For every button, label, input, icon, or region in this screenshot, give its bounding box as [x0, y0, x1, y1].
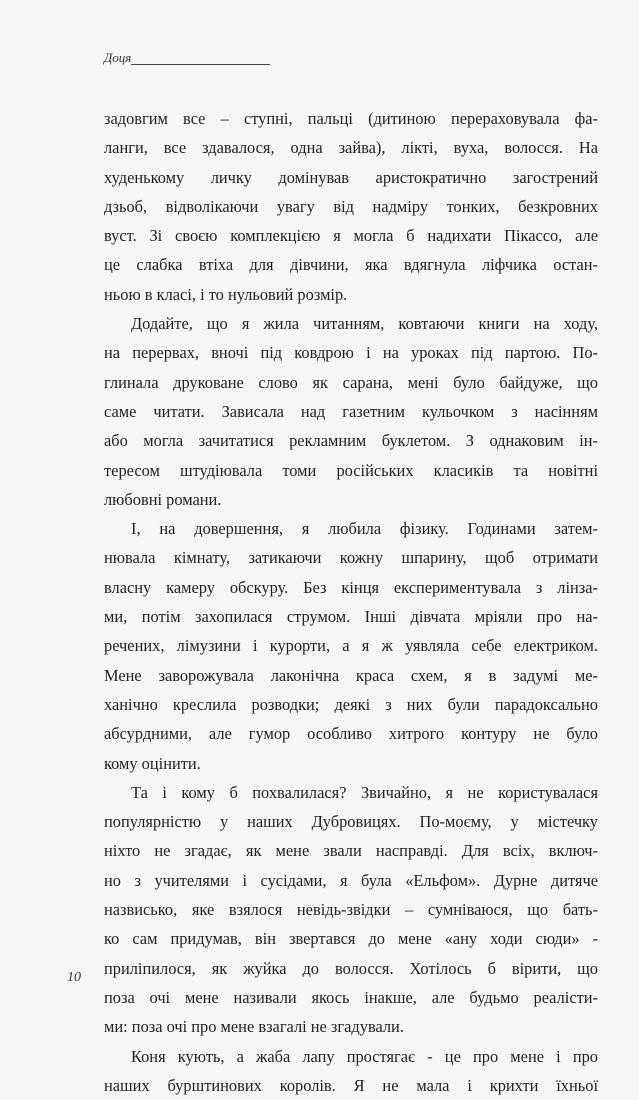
body-text: [104, 104, 598, 1100]
paragraph: [104, 514, 598, 778]
paragraph: [104, 1042, 598, 1100]
paragraph: [104, 778, 598, 1042]
text-line: або могла зачитатися рекламним буклетом. З однаковим ін-: [104, 426, 598, 455]
text-line: на перервах, вночі під ковдрою і на уроках під партою. По-: [104, 338, 598, 367]
running-head-title: Доця: [104, 50, 131, 66]
text-line: нювала кімнату, затикаючи кожну шпарину, щоб отримати: [104, 543, 598, 572]
text-line: наших бурштинових королів. Я не мала і крихти їхньої: [104, 1071, 598, 1100]
text-line: ми, потім захопилася струмом. Інші дівчата мріяли про на-: [104, 602, 598, 631]
text-line: худенькому личку домінував аристократично загострений: [104, 163, 598, 192]
text-line: ньою в класі, і то нульовий розмір.: [104, 280, 598, 309]
text-line: любовні романи.: [104, 485, 598, 514]
text-line: Додайте, що я жила читанням, ковтаючи книги на ходу,: [104, 309, 598, 338]
paragraph: [104, 104, 598, 309]
text-line: популярністю у наших Дубровицях. По-моєму, у містечку: [104, 807, 598, 836]
text-line: ми: поза очі про мене взагалі не згадували.: [104, 1012, 598, 1041]
text-line: власну камеру обскуру. Без кінця експериментувала з лінза-: [104, 573, 598, 602]
running-head-rule: [131, 64, 270, 65]
page-number: 10: [67, 970, 81, 986]
text-line: ніхто не згадає, як мене звали насправді. Для всіх, включ-: [104, 836, 598, 865]
text-line: вуст. Зі своєю комплекцією я могла б надихати Пікассо, але: [104, 221, 598, 250]
text-line: Мене заворожувала лаконічна краса схем, я в задумі ме-: [104, 661, 598, 690]
text-line: приліпилося, як жуйка до волосся. Хотілось б вірити, що: [104, 954, 598, 983]
text-line: ланги, все здавалося, одна зайва), лікті, вуха, волосся. На: [104, 133, 598, 162]
text-line: ко сам придумав, він звертався до мене «ану ходи сюди» -: [104, 924, 598, 953]
text-line: кому оцінити.: [104, 749, 598, 778]
text-line: саме читати. Зависала над газетним кульочком з насінням: [104, 397, 598, 426]
text-line: тересом штудіювала томи російських класиків та новітні: [104, 456, 598, 485]
text-line: назвисько, яке взялося невідь-звідки – сумніваюся, що бать-: [104, 895, 598, 924]
text-line: дзьоб, відволікаючи увагу від надміру тонких, безкровних: [104, 192, 598, 221]
text-line: задовгим все – ступні, пальці (дитиною перераховувала фа-: [104, 104, 598, 133]
text-line: речених, лімузини і курорти, а я ж уявляла себе електриком.: [104, 631, 598, 660]
text-line: І, на довершення, я любила фізику. Годинами затем-: [104, 514, 598, 543]
text-line: ханічно креслила розводки; деякі з них були парадоксально: [104, 690, 598, 719]
text-line: глинала друковане слово як сарана, мені було байдуже, що: [104, 368, 598, 397]
text-line: но з учителями і сусідами, я була «Ельфом». Дурне дитяче: [104, 866, 598, 895]
text-line: це слабка втіха для дівчини, яка вдягнула ліфчика остан-: [104, 250, 598, 279]
text-line: Та і кому б похвалилася? Звичайно, я не користувалася: [104, 778, 598, 807]
text-line: поза очі мене називали якось інакше, але будьмо реалісти-: [104, 983, 598, 1012]
paragraph: [104, 309, 598, 514]
text-line: Коня кують, а жаба лапу простягає - це про мене і про: [104, 1042, 598, 1071]
text-line: абсурдними, але гумор особливо хитрого контуру не було: [104, 719, 598, 748]
